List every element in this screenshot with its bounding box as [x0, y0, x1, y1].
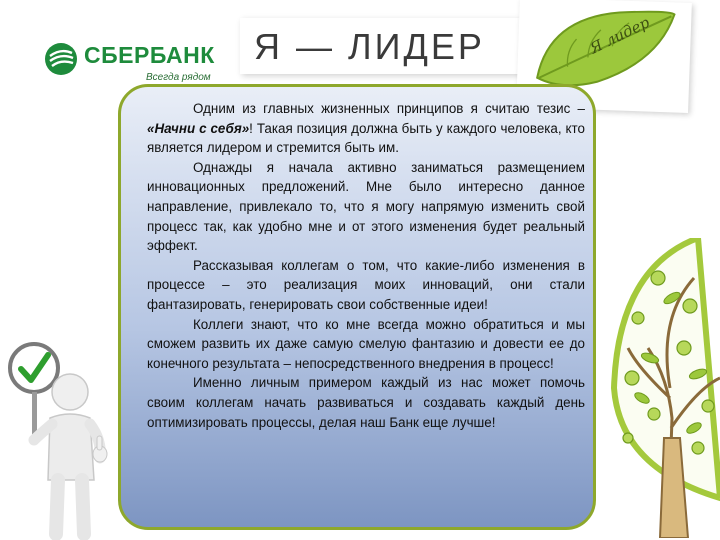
person-with-checkmark-illustration [8, 340, 120, 540]
paragraph-4: Коллеги знают, что ко мне всегда можно обратиться и мы сможем развить их даже самую смелую фантазию и довести ее до конечного результата – непосредственного внедрения в процесс! [147, 316, 585, 371]
paragraph-1-motto: «Начни с себя» [147, 120, 250, 136]
title-banner [240, 18, 520, 74]
paragraph-1-lead: Одним из главных жизненных принципов я считаю тезис – [193, 101, 585, 116]
paragraph-1 [147, 99, 585, 158]
brand-tagline: Всегда рядом [146, 72, 211, 83]
page-title: Я — ЛИДЕР [254, 26, 485, 67]
sberbank-logo [44, 40, 224, 90]
sberbank-emblem-icon [44, 42, 78, 76]
brand-name: СБЕРБАНК [84, 42, 215, 68]
text-panel [118, 84, 596, 530]
panel-text [147, 99, 585, 432]
paragraph-3: Рассказывая коллегам о том, что какие-либо изменения в процессе – это реализация моих инноваций, они стали фантазировать, генерировать свои собственные идеи! [147, 257, 585, 312]
paragraph-5: Именно личным примером каждый из нас может помочь своим коллегам начать развиваться и создавать каждый день оптимизировать процессы, делая наш Банк еще лучше! [147, 375, 585, 430]
paragraph-2: Однажды я начала активно заниматься размещением инновационных предложений. Мне было интересно данное направление, привлекало то, что я могу напрямую изменить свой процесс так, как удобно мне и от этого изменения будет реальный эффект. [147, 159, 585, 254]
leaf-label: Я лидер [586, 13, 653, 58]
paragraph-1-tail: ! Такая позиция должна быть у каждого человека, кто является лидером и стремится быть им. [147, 120, 585, 156]
tree-illustration [598, 238, 720, 538]
